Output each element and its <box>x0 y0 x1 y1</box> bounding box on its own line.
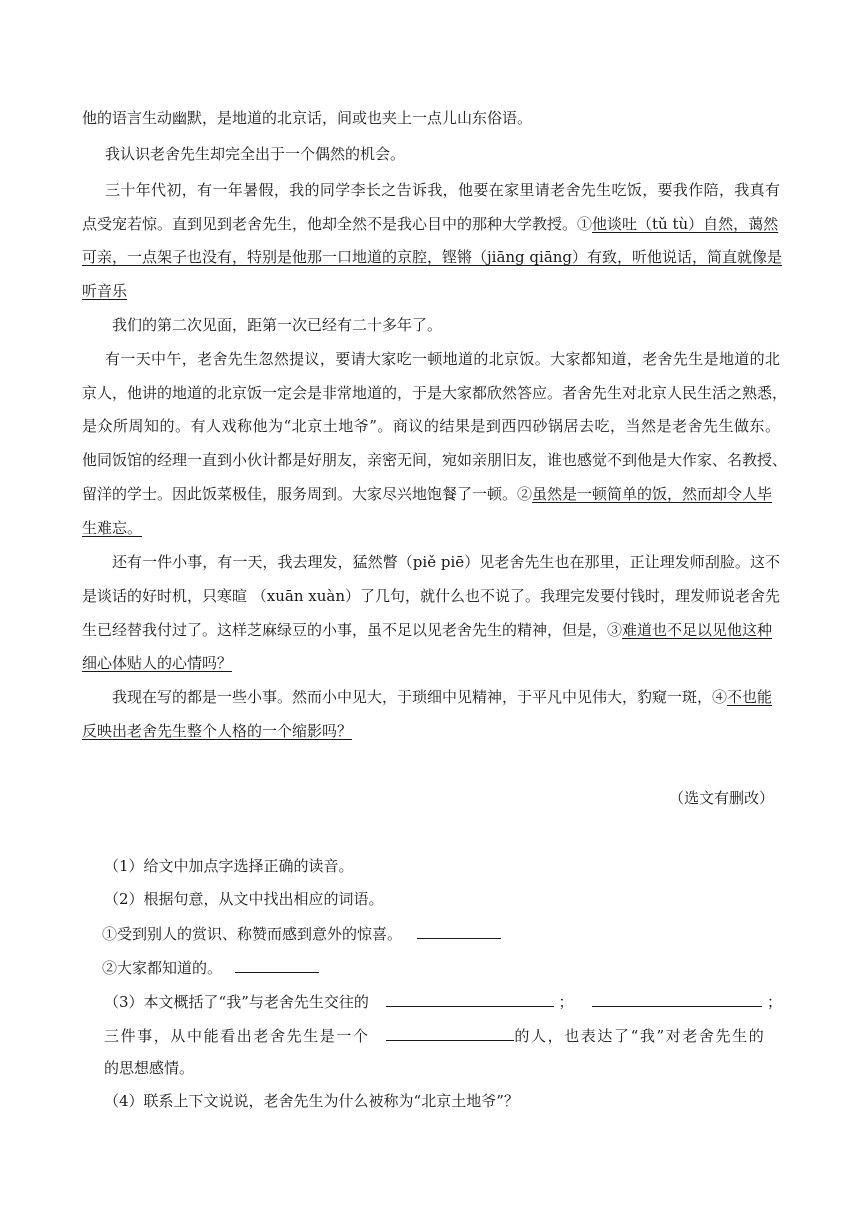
question-1: （1）给文中加点字选择正确的读音。 <box>104 857 354 875</box>
passage-text: 点受宠若惊。直到见到老舍先生，他却全然不是我心目中的那种大学教授。① <box>82 215 593 233</box>
underlined-sentence-4-end: 反映出老舍先生整个人格的一个缩影吗？ <box>82 722 353 740</box>
answer-blank[interactable] <box>386 1026 514 1041</box>
passage-line: 我们的第二次见面，距第一次已经有二十多年了。 <box>112 316 443 334</box>
question-4: （4）联系上下文说说，老舍先生为什么被称为“北京土地爷”？ <box>104 1092 519 1110</box>
underlined-sentence-3: 难道也不足以见他这种 <box>622 621 773 639</box>
underlined-sentence-3-end: 细心体贴人的心情吗？ <box>82 654 233 672</box>
underlined-sentence-4: 不也能 <box>727 688 773 706</box>
underlined-sentence-2: 虽然是一顿简单的饭，然而却令人毕 <box>532 485 773 503</box>
passage-line: 京人，他讲的地道的北京饭一定会是非常地道的，于是大家都欣然答应。者舍先生对北京人民生活之熟悉， <box>82 384 788 402</box>
passage-line: 我认识老舍先生却完全出于一个偶然的机会。 <box>105 145 406 163</box>
question-3: （3）本文概括了“我”与老舍先生交往的 ； ； <box>104 993 783 1011</box>
passage-text: 生已经替我付过了。这样芝麻绿豆的小事，虽不足以见老舍先生的精神，但是，③ <box>82 621 623 639</box>
passage-line <box>112 688 810 706</box>
passage-line <box>82 215 780 233</box>
answer-blank[interactable] <box>417 924 501 939</box>
passage-line: 他的语言生动幽默，是地道的北京话，间或也夹上一点儿山东俗语。 <box>82 109 533 127</box>
passage-line: 有一天中午，老舍先生忽然提议，要请大家吃一顿地道的北京饭。大家都知道，老舍先生是地道的北 <box>105 350 780 368</box>
answer-blank[interactable] <box>235 958 319 973</box>
underlined-sentence-1: 他谈吐（tǔ tù）自然，蔼然 <box>592 215 779 233</box>
underlined-sentence-1-end: 听音乐 <box>82 282 128 300</box>
passage-line: 他同饭馆的经理一直到小伙计都是好朋友，亲密无间，宛如亲朋旧友，谁也感觉不到他是大作家、名教授、 <box>82 451 788 469</box>
passage-text: 我现在写的都是一些小事。然而小中见大，于琐细中见精神，于平凡中见伟大，豹窥一斑，④ <box>112 688 728 706</box>
passage-line: 三十年代初，有一年暑假，我的同学李长之告诉我，他要在家里请老舍先生吃饭，要我作陪，我真有 <box>105 181 780 199</box>
question-3-end: 的思想感情。 <box>104 1059 195 1077</box>
underlined-sentence-1-cont: 可亲，一点架子也没有，特别是他那一口地道的京腔，铿锵（jiāng qiāng）有致，听他说话，简直就像是 <box>82 248 783 266</box>
underlined-sentence-2-end: 生难忘。 <box>82 519 143 537</box>
question-3-cont: 三件事，从中能看出老舍先生是一个 的人，也表达了“我”对老舍先生的 <box>104 1027 766 1045</box>
question-2-item-2: ②大家都知道的。 <box>102 958 800 977</box>
answer-blank[interactable] <box>592 992 762 1007</box>
passage-line: 是众所周知的。有人戏称他为“北京土地爷”。商议的结果是到西四砂锅居去吃，当然是老舍先生做东。 <box>82 417 780 435</box>
question-2: （2）根据句意，从文中找出相应的词语。 <box>104 890 384 908</box>
question-2-item-1: ①受到别人的赏识、称赞而感到意外的惊喜。 <box>102 924 800 943</box>
passage-line: 还有一件小事，有一天，我去理发，猛然瞥（piě piē）见老舍先生也在那里，正让理发师刮脸。这不 <box>112 553 780 571</box>
passage-line <box>82 485 780 503</box>
passage-text: 留洋的学士。因此饭菜极佳，服务周到。大家尽兴地饱餐了一顿。② <box>82 485 533 503</box>
passage-line: 是谈话的好时机，只寒暄 （xuān xuàn）了几句，就什么也不说了。我理完发要付钱时，理发师说老舍先 <box>82 587 780 605</box>
passage-line <box>82 621 780 639</box>
source-note: （选文有删改） <box>668 789 774 807</box>
answer-blank[interactable] <box>386 992 554 1007</box>
